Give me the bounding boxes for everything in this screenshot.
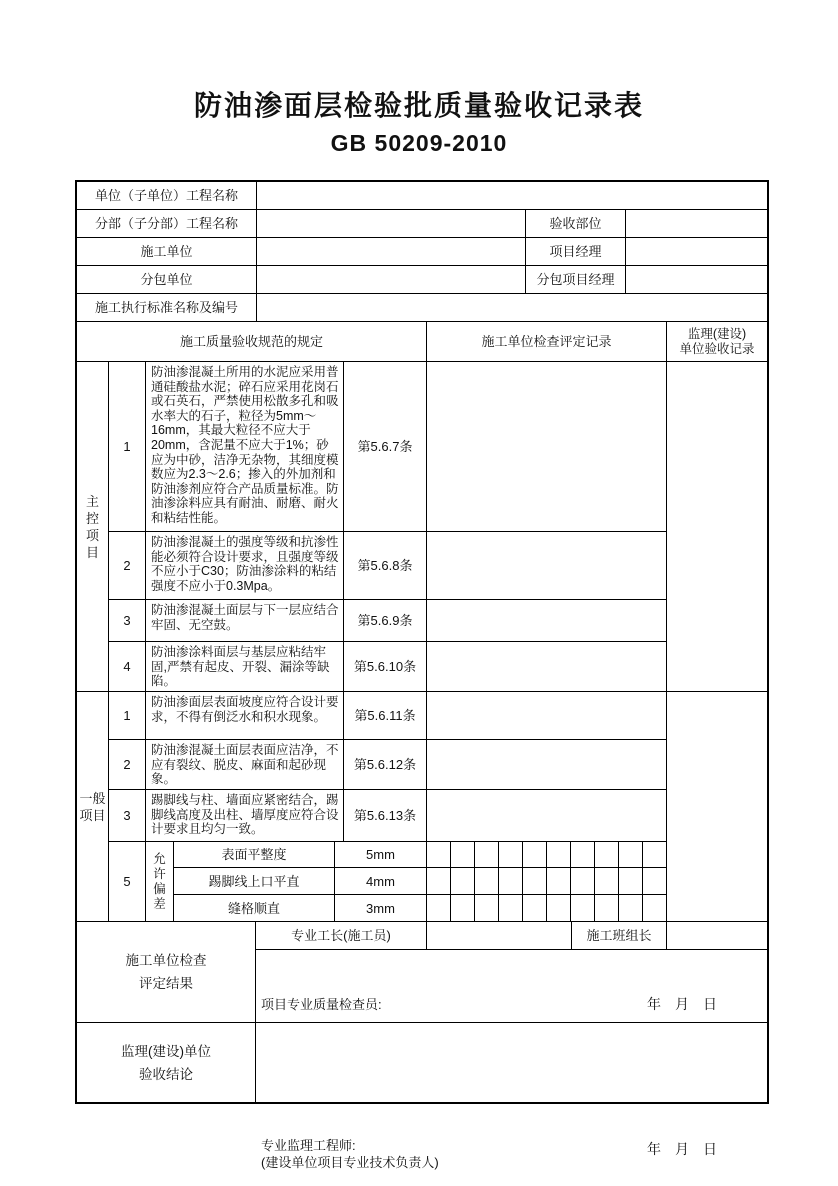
mc-row1-check-record[interactable]	[427, 362, 667, 532]
allowance-item2-value: 4mm	[335, 868, 427, 895]
allowance-item1-measure-grid	[427, 842, 667, 868]
measure-cell[interactable]	[643, 868, 666, 894]
page-title: 防油渗面层检验批质量验收记录表	[193, 90, 644, 121]
unit-project-label: 单位（子单位）工程名称	[77, 182, 257, 210]
mc-row3-check-record[interactable]	[427, 600, 667, 642]
measure-cell[interactable]	[523, 895, 547, 921]
mc-row1-no: 1	[109, 362, 146, 532]
gen-row1-no: 1	[109, 692, 146, 740]
team-leader-signature[interactable]	[667, 922, 767, 950]
project-manager-value[interactable]	[626, 238, 767, 266]
measure-cell[interactable]	[523, 842, 547, 867]
supervision-column-header	[667, 322, 767, 362]
mc-row3-code: 第5.6.9条	[344, 600, 427, 642]
subcontract-unit-label: 分包单位	[77, 266, 257, 294]
mc-row4-code: 第5.6.10条	[344, 642, 427, 692]
main-control-category-label: 主控项目	[77, 362, 109, 692]
measure-cell[interactable]	[427, 868, 451, 894]
measure-cell[interactable]	[595, 868, 619, 894]
division-project-value[interactable]	[257, 210, 526, 238]
measure-cell[interactable]	[475, 895, 499, 921]
mc-row3-no: 3	[109, 600, 146, 642]
measure-cell[interactable]	[547, 842, 571, 867]
gen-row2-code: 第5.6.12条	[344, 740, 427, 790]
mc-row2-code: 第5.6.8条	[344, 532, 427, 600]
inspector-label: 项目专业质量检查员:	[261, 997, 382, 1012]
subcontract-unit-value[interactable]	[257, 266, 526, 294]
gen-row2-no: 2	[109, 740, 146, 790]
measure-cell[interactable]	[499, 895, 523, 921]
measure-cell[interactable]	[595, 842, 619, 867]
allowance-label: 允许偏差	[146, 842, 174, 922]
measure-cell[interactable]	[451, 868, 475, 894]
check-section-label: 施工单位检查 评定结果	[77, 922, 256, 1023]
exec-standard-value[interactable]	[257, 294, 767, 322]
supervising-engineer-label: 专业监理工程师:	[261, 1138, 356, 1153]
foreman-signature[interactable]	[427, 922, 572, 950]
unit-project-value[interactable]	[257, 182, 767, 210]
check-column-header: 施工单位检查评定记录	[427, 322, 667, 362]
measure-cell[interactable]	[547, 895, 571, 921]
gen-row1-code: 第5.6.11条	[344, 692, 427, 740]
supervision-section-label: 监理(建设)单位 验收结论	[77, 1023, 256, 1102]
check-result-area[interactable]	[256, 950, 767, 1023]
gen-row1-check-record[interactable]	[427, 692, 667, 740]
check-date-placeholder[interactable]: 年 月 日	[647, 996, 717, 1012]
measure-cell[interactable]	[499, 868, 523, 894]
supervision-header-line2: 单位验收记录	[679, 341, 755, 356]
general-category-label: 一般项目	[77, 692, 109, 922]
mc-row2-check-record[interactable]	[427, 532, 667, 600]
subcontract-pm-value[interactable]	[626, 266, 767, 294]
acceptance-part-label: 验收部位	[526, 210, 626, 238]
allowance-item1-value: 5mm	[335, 842, 427, 868]
measure-cell[interactable]	[643, 842, 666, 867]
measure-cell[interactable]	[475, 868, 499, 894]
measure-cell[interactable]	[547, 868, 571, 894]
mc-row4-check-record[interactable]	[427, 642, 667, 692]
gen-row1-text: 防油渗面层表面坡度应符合设计要求，不得有倒泛水和积水现象。	[146, 692, 344, 740]
measure-cell[interactable]	[499, 842, 523, 867]
measure-cell[interactable]	[475, 842, 499, 867]
division-project-label: 分部（子分部）工程名称	[77, 210, 257, 238]
measure-cell[interactable]	[451, 895, 475, 921]
standard-number: GB 50209-2010	[330, 130, 508, 156]
measure-cell[interactable]	[427, 895, 451, 921]
allowance-item3-value: 3mm	[335, 895, 427, 922]
gen-row3-check-record[interactable]	[427, 790, 667, 842]
allowance-item2-measure-grid	[427, 868, 667, 895]
exec-standard-label: 施工执行标准名称及编号	[77, 294, 257, 322]
allowance-item1-name: 表面平整度	[174, 842, 335, 868]
allowance-item3-measure-grid	[427, 895, 667, 922]
foreman-label: 专业工长(施工员)	[256, 922, 427, 950]
measure-cell[interactable]	[571, 895, 595, 921]
gen-row3-code: 第5.6.13条	[344, 790, 427, 842]
supervision-conclusion-area[interactable]	[256, 1096, 767, 1175]
construction-unit-label: 施工单位	[77, 238, 257, 266]
gen-row2-text: 防油渗混凝土面层表面应洁净，不应有裂纹、脱皮、麻面和起砂现象。	[146, 740, 344, 790]
gen-row2-check-record[interactable]	[427, 740, 667, 790]
gen-row3-text: 踢脚线与柱、墙面应紧密结合，踢脚线高度及出柱、墙厚度应符合设计要求且均匀一致。	[146, 790, 344, 842]
project-manager-label: 项目经理	[526, 238, 626, 266]
form-table	[75, 180, 769, 1170]
measure-cell[interactable]	[451, 842, 475, 867]
mc-row1-text: 防油渗混凝土所用的水泥应采用普通硅酸盐水泥；碎石应采用花岗石或石英石，严禁使用松散多孔和吸水率大的石子，粒径为5mm～16mm，其最大粒径不应大于20mm，含泥量不应大于1%；砂应为中砂，洁净无杂物，其细度模数应为2.3～2.6；掺入的外加剂和防油渗剂应符合产品质量标准。防油渗涂料应具有耐油、耐磨、耐火和粘结性能。	[146, 362, 344, 532]
mc-row4-text: 防油渗涂料面层与基层应粘结牢固,严禁有起皮、开裂、漏涂等缺陷。	[146, 642, 344, 692]
allowance-no: 5	[109, 842, 146, 922]
allowance-item3-name: 缝格顺直	[174, 895, 335, 922]
mc-row2-no: 2	[109, 532, 146, 600]
mc-row1-code: 第5.6.7条	[344, 362, 427, 532]
mc-row2-text: 防油渗混凝土的强度等级和抗渗性能必须符合设计要求，且强度等级不应小于C30；防油渗涂料的粘结强度不应小于0.3Mpa。	[146, 532, 344, 600]
supervision-record-main-control[interactable]	[667, 362, 767, 692]
measure-cell[interactable]	[595, 895, 619, 921]
measure-cell[interactable]	[571, 842, 595, 867]
measure-cell[interactable]	[619, 842, 643, 867]
supervision-record-general[interactable]	[667, 692, 767, 922]
measure-cell[interactable]	[619, 868, 643, 894]
supervision-date-placeholder[interactable]: 年 月 日	[647, 1141, 717, 1157]
measure-cell[interactable]	[427, 842, 451, 867]
supervision-header-line1: 监理(建设)	[687, 326, 747, 341]
construction-unit-value[interactable]	[257, 238, 526, 266]
measure-cell[interactable]	[643, 895, 666, 921]
measure-cell[interactable]	[571, 868, 595, 894]
acceptance-part-value[interactable]	[626, 210, 767, 238]
allowance-item2-name: 踢脚线上口平直	[174, 868, 335, 895]
mc-row4-no: 4	[109, 642, 146, 692]
gen-row3-no: 3	[109, 790, 146, 842]
measure-cell[interactable]	[523, 868, 547, 894]
measure-cell[interactable]	[619, 895, 643, 921]
subcontract-pm-label: 分包项目经理	[526, 266, 626, 294]
owner-representative-label: (建设单位项目专业技术负责人)	[261, 1155, 439, 1170]
team-leader-label: 施工班组长	[572, 922, 667, 950]
spec-column-header: 施工质量验收规范的规定	[77, 322, 427, 362]
mc-row3-text: 防油渗混凝土面层与下一层应结合牢固、无空鼓。	[146, 600, 344, 642]
